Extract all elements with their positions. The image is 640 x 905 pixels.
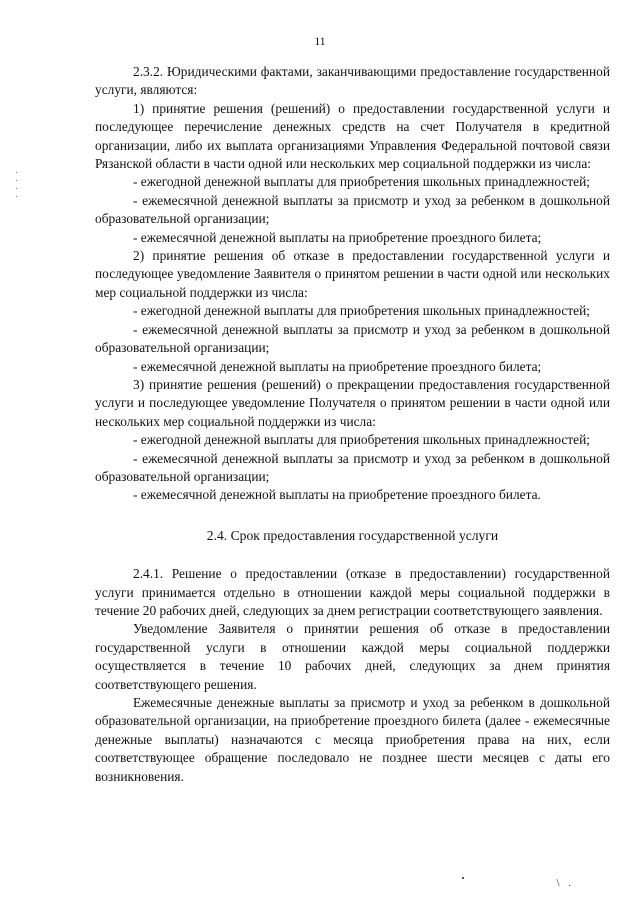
paragraph: Ежемесячные денежные выплаты за присмотр и уход за ребенком в дошкольной образовательной организации, на приобретение проездного билета (далее - ежемесячные денежные выплаты) назначаются с месяца приобретения права на них, если соответствующее обращение последовало не позднее шести месяцев с даты его возникновения. <box>95 695 610 784</box>
scan-artifact-dots <box>16 172 18 212</box>
list-item: - ежемесячной денежной выплаты за присмотр и уход за ребенком в дошкольной образовательной организации; <box>95 450 610 484</box>
list-item: - ежемесячной денежной выплаты за присмотр и уход за ребенком в дошкольной образовательной организации; <box>95 321 610 356</box>
list-item: - ежегодной денежной выплаты для приобретения школьных принадлежностей; <box>133 303 590 319</box>
list-item: - ежегодной денежной выплаты для приобретения школьных принадлежностей; <box>133 432 590 448</box>
list-item: - ежемесячной денежной выплаты на приобретение проездного билета; <box>133 358 542 374</box>
list-item: - ежемесячной денежной выплаты на приобретение проездного билета; <box>133 229 542 245</box>
paragraph: 3) принятие решения (решений) о прекращении предоставления государственной услуги и последующее уведомление Получателя о принятом решении в части одной или нескольких мер социальной поддержки из числа: <box>95 376 610 429</box>
page-number: 11 <box>314 36 326 48</box>
section-heading: 2.4. Срок предоставления государственной услуги <box>206 527 499 543</box>
scan-artifact-dot <box>462 877 464 879</box>
paragraph: 2.4.1. Решение о предоставлении (отказе в предоставлении) государственной услуги принимается отдельно в отношении каждой меры социальной поддержки в течение 20 рабочих дней, следующих за днем регистрации соответствующего заявления. <box>95 566 610 618</box>
paragraph: 1) принятие решения (решений) о предоставлении государственной услуги и последующее перечисление денежных средств на счет Получателя в кредитной организации, либо их выплата организациями Управления Федеральной почтовой связи Рязанской области в части одной или нескольких мер социальной поддержки из числа: <box>95 100 610 172</box>
paragraph: Уведомление Заявителя о принятии решения об отказе в предоставлении государственной услуги в отношении каждой меры социальной поддержки осуществляется в течение 10 рабочих дней, следующих за днем принятия соответствующего решения. <box>95 621 610 692</box>
footer-mark: \ . <box>556 877 574 889</box>
list-item: - ежемесячной денежной выплаты на приобретение проездного билета. <box>133 487 541 503</box>
list-item: - ежемесячной денежной выплаты за присмотр и уход за ребенком в дошкольной образовательной организации; <box>95 192 610 227</box>
paragraph: 2.3.2. Юридическими фактами, заканчивающими предоставление государственной услуги, являются: <box>95 64 610 98</box>
document-body <box>95 63 610 786</box>
list-item: - ежегодной денежной выплаты для приобретения школьных принадлежностей; <box>133 174 590 190</box>
paragraph: 2) принятие решения об отказе в предоставлении государственной услуги и последующее уведомление Заявителя о принятом решении в части одной или нескольких мер социальной поддержки из числа: <box>95 248 610 300</box>
